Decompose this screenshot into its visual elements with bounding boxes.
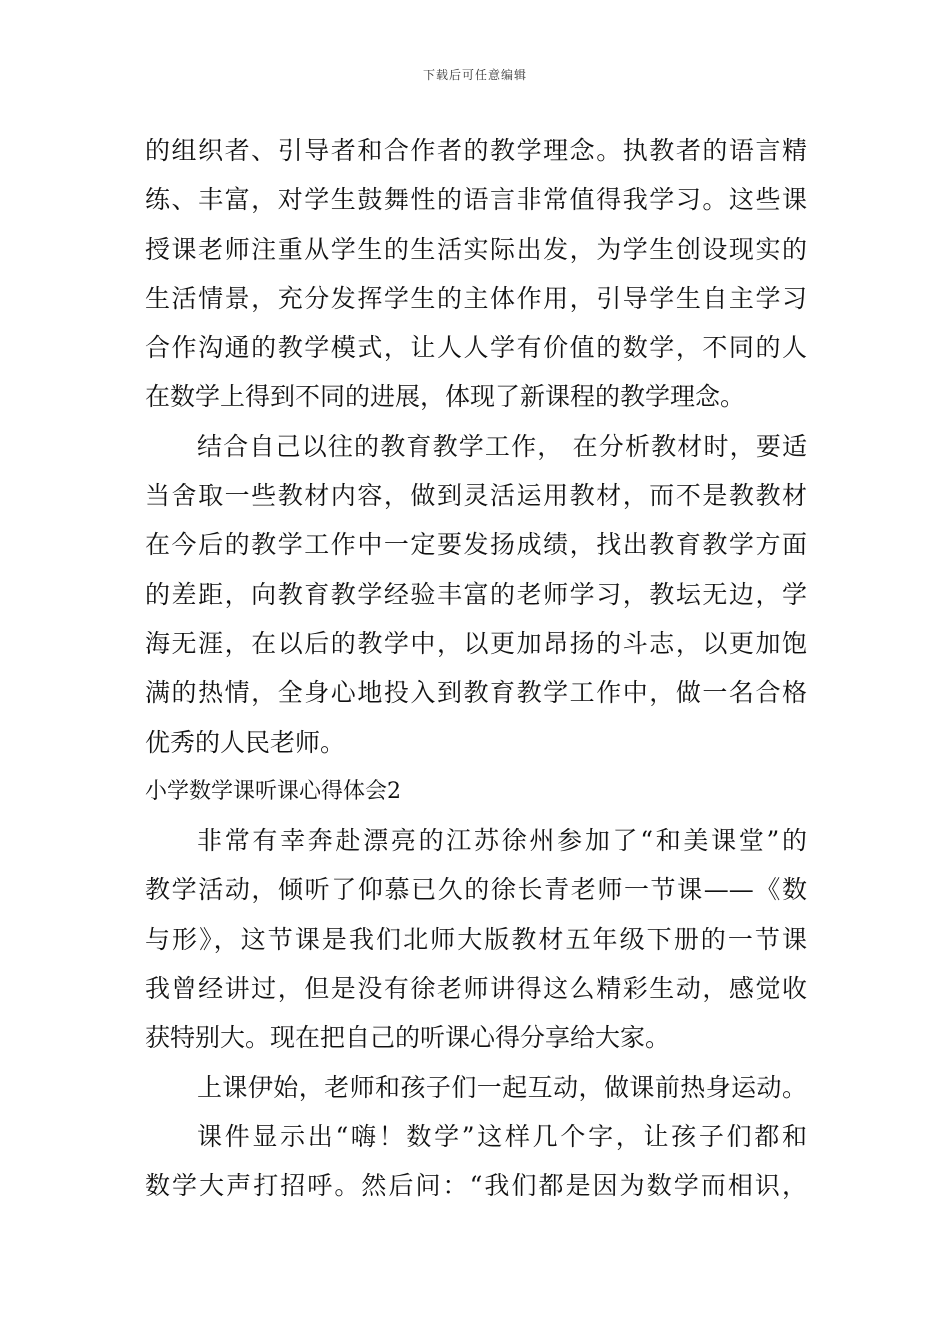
text-line: 结合自己以往的教育教学工作， 在分析教材时，要适 bbox=[197, 431, 807, 461]
text-line: 满的热情，全身心地投入到教育教学工作中，做一名合格 bbox=[145, 678, 807, 708]
text-line: 授课老师注重从学生的生活实际出发，为学生创设现实的 bbox=[145, 234, 807, 264]
text-line: 与形》，这节课是我们北师大版教材五年级下册的一节课 bbox=[145, 924, 807, 954]
text-line: 当舍取一些教材内容，做到灵活运用教材，而不是教教材 bbox=[145, 481, 807, 511]
text-line: 练、丰富，对学生鼓舞性的语言非常值得我学习。这些课 bbox=[145, 185, 807, 215]
text-line: 生活情景，充分发挥学生的主体作用，引导学生自主学习 bbox=[145, 283, 807, 313]
text-line: 课件显示出“嗨！数学”这样几个字，让孩子们都和 bbox=[197, 1121, 807, 1151]
text-line: 海无涯，在以后的教学中，以更加昂扬的斗志，以更加饱 bbox=[145, 628, 807, 658]
text-line: 在今后的教学工作中一定要发扬成绩，找出教育教学方面 bbox=[145, 530, 807, 560]
text-line: 在数学上得到不同的进展，体现了新课程的教学理念。 bbox=[145, 382, 746, 412]
text-line: 教学活动，倾听了仰慕已久的徐长青老师一节课——《数 bbox=[145, 875, 807, 905]
text-line: 数学大声打招呼。然后问：“我们都是因为数学而相识， bbox=[145, 1171, 807, 1201]
text-line: 的组织者、引导者和合作者的教学理念。执教者的语言精 bbox=[145, 136, 807, 165]
text-line: 的差距，向教育教学经验丰富的老师学习，教坛无边，学 bbox=[145, 579, 807, 609]
section-heading: 小学数学课听课心得体会2 bbox=[145, 778, 401, 804]
text-line: 我曾经讲过，但是没有徐老师讲得这么精彩生动，感觉收 bbox=[145, 974, 807, 1004]
text-line: 合作沟通的教学模式，让人人学有价值的数学，不同的人 bbox=[145, 333, 807, 363]
document-body bbox=[145, 126, 807, 1211]
text-line: 获特别大。现在把自己的听课心得分享给大家。 bbox=[145, 1023, 671, 1053]
text-line: 非常有幸奔赴漂亮的江苏徐州参加了“和美课堂”的 bbox=[197, 826, 807, 856]
page-header-note: 下载后可任意编辑 bbox=[422, 68, 527, 82]
text-line: 优秀的人民老师。 bbox=[145, 727, 346, 757]
text-line: 上课伊始，老师和孩子们一起互动，做课前热身运动。 bbox=[197, 1072, 807, 1102]
